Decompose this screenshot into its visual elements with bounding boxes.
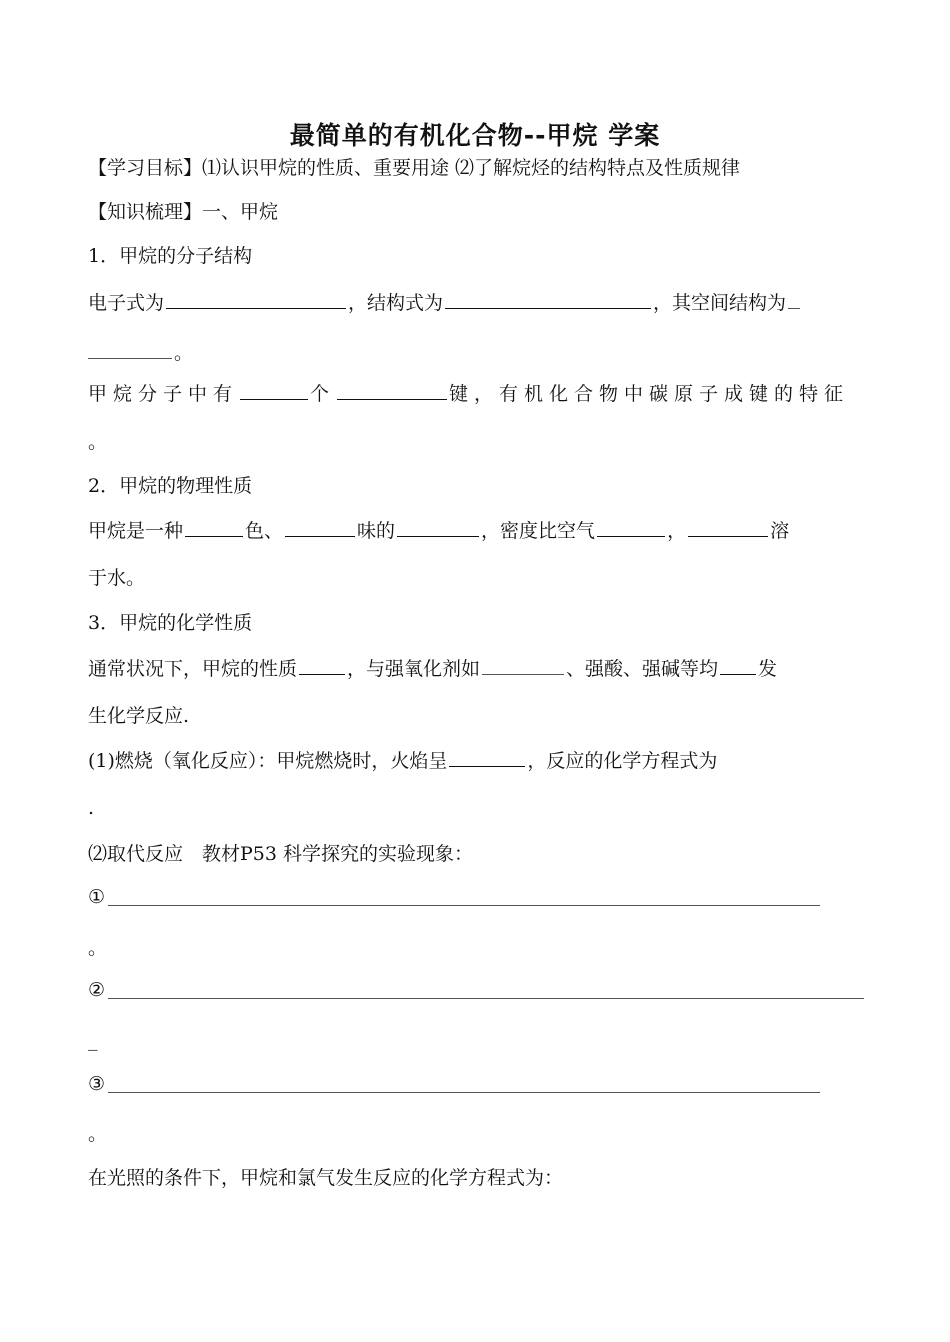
observation-3-line[interactable] [108,1091,820,1093]
section3-heading: 3．甲烷的化学性质 [88,612,253,634]
bond-line-end: 。 [88,431,108,453]
bond-count-blank[interactable] [240,381,308,400]
chemical-text-4: 发 [758,658,778,680]
period-mark: 。 [174,342,194,364]
observation-3-marker: ③ [88,1073,106,1095]
structural-formula-blank[interactable] [445,290,651,309]
reactivity-blank[interactable] [720,656,756,675]
physical-text-1: 甲烷是一种 [88,520,184,542]
state-blank[interactable] [397,518,479,537]
chemical-props-line [88,656,777,681]
chemical-text-1: 通常状况下，甲烷的性质 [88,658,298,680]
physical-text-5: ， [667,520,687,542]
color-blank[interactable] [185,518,243,537]
observation-1-line[interactable] [108,904,820,906]
combustion-text-a: (1)燃烧（氧化反应）：甲烷燃烧时，火焰呈 [88,750,448,772]
observation-2-marker: ② [88,979,106,1001]
spatial-structure-label: ，其空间结构为 [653,292,787,314]
light-reaction-prompt: 在光照的条件下，甲烷和氯气发生反应的化学方程式为： [88,1167,564,1189]
structure-line-cont [88,340,193,365]
combustion-line [88,748,717,773]
stability-blank[interactable] [299,656,345,675]
structural-formula-label: ，结构式为 [348,292,444,314]
knowledge-heading: 【知识梳理】一、甲烷 [88,201,279,223]
physical-props-end: 于水。 [88,567,146,589]
combustion-dot: . [88,797,95,819]
structure-line [88,290,802,315]
molecule-has-label: 甲烷分子中有 [88,383,239,405]
odor-blank[interactable] [285,518,355,537]
flame-color-blank[interactable] [449,748,525,767]
chemical-text-2: ，与强氧化剂如 [347,658,481,680]
observation-2-line[interactable] [108,997,864,999]
spatial-structure-blank-a[interactable] [788,290,800,309]
section1-heading: 1．甲烷的分子结构 [88,245,253,267]
physical-text-6: 溶 [770,520,790,542]
density-blank[interactable] [597,518,665,537]
bond-type-blank[interactable] [337,381,447,400]
observation-1-end: 。 [88,937,108,959]
physical-text-3: 味的 [357,520,396,542]
section2-heading: 2．甲烷的物理性质 [88,475,253,497]
unit-label: 个 [310,383,336,405]
electron-formula-blank[interactable] [166,290,346,309]
physical-text-2: 色、 [245,520,284,542]
electron-formula-label: 电子式为 [88,292,165,314]
learning-objectives: 【学习目标】⑴认识甲烷的性质、重要用途 ⑵了解烷烃的结构特点及性质规律 [88,157,741,179]
observation-2-end: _ [88,1029,98,1051]
combustion-text-b: ，反应的化学方程式为 [527,750,718,772]
substitution-heading: ⑵取代反应 教材P53 科学探究的实验现象： [88,843,474,865]
chemical-text-3: 、强酸、强碱等均 [566,658,719,680]
physical-props-line [88,518,789,543]
solubility-blank[interactable] [688,518,768,537]
chemical-props-end: 生化学反应. [88,705,190,727]
bond-line [88,381,849,406]
observation-3-end: 。 [88,1123,108,1145]
spatial-structure-blank-b[interactable] [88,340,172,359]
bond-feature-label: 键，有机化合物中碳原子成键的特征 [449,383,850,405]
oxidant-blank[interactable] [482,656,564,675]
observation-1-marker: ① [88,886,106,908]
page-title: 最简单的有机化合物--甲烷 学案 [289,121,661,150]
physical-text-4: ，密度比空气 [481,520,596,542]
